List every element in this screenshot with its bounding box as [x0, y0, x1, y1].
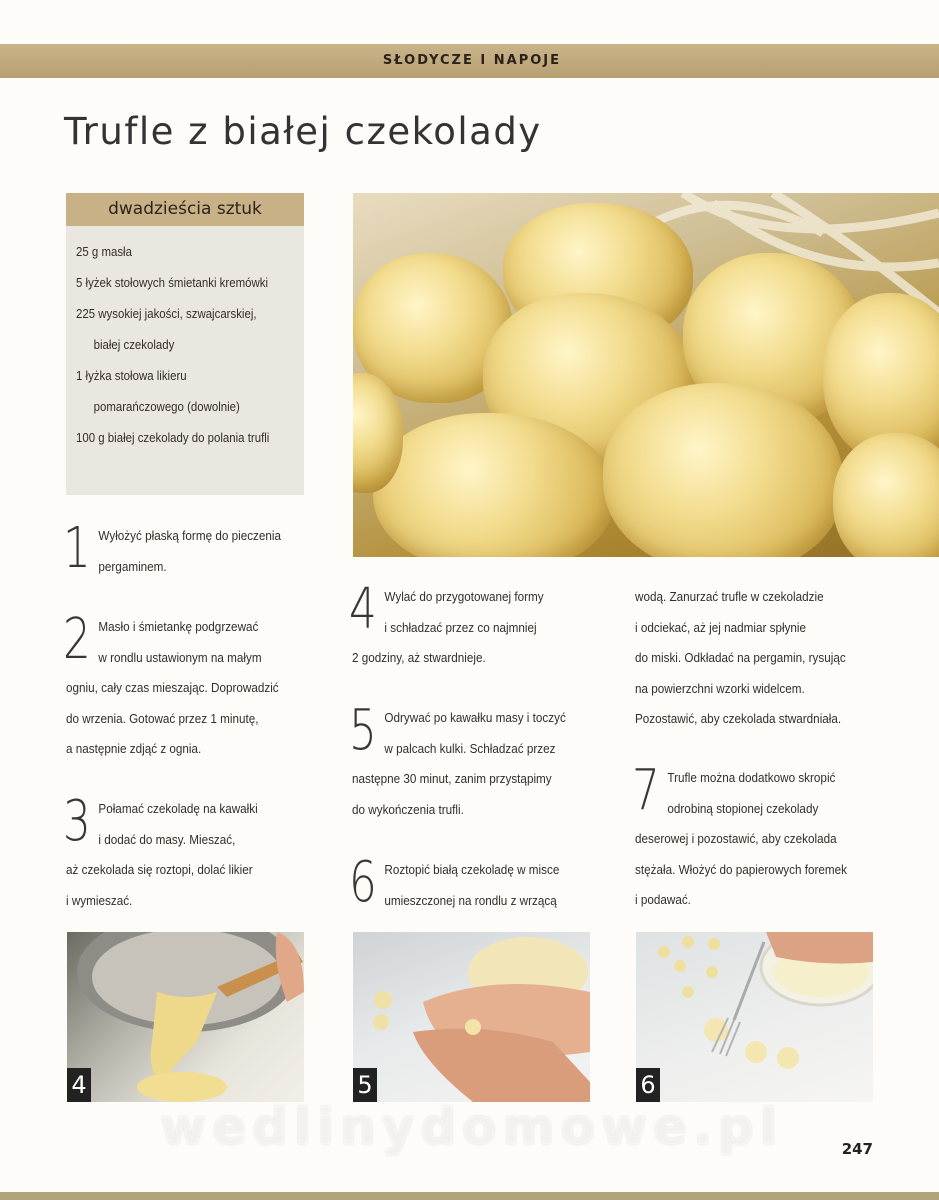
section-header-band: [0, 44, 939, 78]
step-text: Trufle można dodatkowo skropić: [667, 770, 836, 785]
step-2: [63, 607, 326, 765]
step-6: [349, 850, 612, 916]
step-text: i wymieszać.: [66, 892, 133, 908]
ingredient-line: 100 g białej czekolady do polania trufli: [76, 430, 270, 445]
step-text: odrobiną stopionej czekolady: [667, 800, 819, 816]
step-text: 2 godziny, aż stwardnieje.: [352, 650, 486, 665]
step-text: wodą. Zanurzać trufle w czekoladzie: [635, 589, 824, 604]
step-text: deserowej i pozostawić, aby czekolada: [635, 831, 837, 846]
step-text: a następnie zdjąć z ognia.: [66, 741, 202, 756]
footer-band: [0, 1192, 939, 1200]
saucepan-pour-graphic: [67, 932, 304, 1102]
step-7: [632, 758, 895, 916]
photo-step-label: 6: [636, 1068, 660, 1102]
step-text: Wyłożyć płaską formę do pieczenia: [98, 528, 282, 543]
step-text: do miski. Odkładać na pergamin, rysując: [635, 650, 846, 665]
step-text: Pozostawić, aby czekolada stwardniała.: [635, 711, 842, 726]
step-photo-rolling-balls: [353, 932, 590, 1102]
step-1: [63, 516, 316, 582]
step-text: i podawać.: [635, 892, 691, 907]
photo-step-label: 4: [67, 1068, 91, 1102]
step-5: [349, 698, 612, 825]
photo-step-label: 5: [353, 1068, 377, 1102]
ingredient-line: 25 g masła: [76, 244, 132, 259]
ingredients-box: [66, 193, 304, 495]
servings-heading: dwadzieścia sztuk: [66, 193, 304, 226]
ingredient-line: 1 łyżka stołowa likieru: [76, 368, 187, 383]
section-label: SŁODYCZE I NAPOJE: [382, 53, 561, 68]
step-text: i odciekać, aż jej nadmiar spłynie: [635, 619, 807, 635]
ingredient-line: pomarańczowego (dowolnie): [93, 399, 240, 414]
step-text: Wylać do przygotowanej formy: [384, 589, 544, 604]
step-number: 1: [63, 516, 91, 581]
step-text: Roztopić białą czekoladę w misce: [384, 862, 560, 877]
step-text: do wykończenia trufli.: [352, 801, 464, 817]
step-text: i schładzać przez co najmniej: [384, 619, 537, 635]
step-text: na powierzchni wzorki widelcem.: [635, 680, 805, 696]
step-photo-dipping-truffles: [636, 932, 873, 1102]
step-4: [349, 577, 612, 674]
step-number: 2: [63, 607, 91, 672]
step-text: ogniu, cały czas mieszając. Doprowadzić: [66, 680, 279, 695]
step-number: 7: [632, 758, 660, 823]
step-text: i dodać do masy. Mieszać,: [98, 831, 236, 847]
step-text: w palcach kulki. Schładzać przez: [384, 740, 556, 756]
ingredient-line: białej czekolady: [93, 337, 175, 352]
step-photo-pouring-mixture: [67, 932, 304, 1102]
step-text: Połamać czekoladę na kawałki: [98, 801, 258, 816]
step-text: stężała. Włożyć do papierowych foremek: [635, 861, 847, 877]
step-text: Odrywać po kawałku masy i toczyć: [384, 710, 566, 725]
step-text: aż czekolada się roztopi, dolać likier: [66, 862, 253, 877]
dipping-fork-graphic: [636, 932, 873, 1102]
step-text: pergaminem.: [98, 558, 167, 574]
step-6-continued: [635, 582, 895, 735]
truffle: [833, 433, 939, 557]
step-text: następne 30 minut, zanim przystąpimy: [352, 771, 552, 786]
step-number: 4: [349, 577, 377, 642]
step-number: 5: [349, 698, 377, 763]
recipe-title: Trufle z białej czekolady: [64, 110, 542, 153]
ingredient-line: 225 wysokiej jakości, szwajcarskiej,: [76, 306, 257, 321]
rolling-hands-graphic: [353, 932, 590, 1102]
step-3: [63, 789, 326, 916]
step-text: umieszczonej na rondlu z wrzącą: [384, 892, 557, 908]
step-text: do wrzenia. Gotować przez 1 minutę,: [66, 710, 259, 726]
page-number: 247: [841, 1140, 873, 1158]
watermark-text: wedlinydomowe.pl: [160, 1098, 783, 1156]
ingredients-list: [66, 226, 304, 453]
step-text: w rondlu ustawionym na małym: [98, 649, 262, 665]
step-number: 6: [349, 850, 377, 915]
ingredient-line: 5 łyżek stołowych śmietanki kremówki: [76, 275, 269, 290]
step-text: Masło i śmietankę podgrzewać: [98, 619, 259, 634]
hero-photo-truffles: [353, 193, 939, 557]
step-number: 3: [63, 789, 91, 854]
